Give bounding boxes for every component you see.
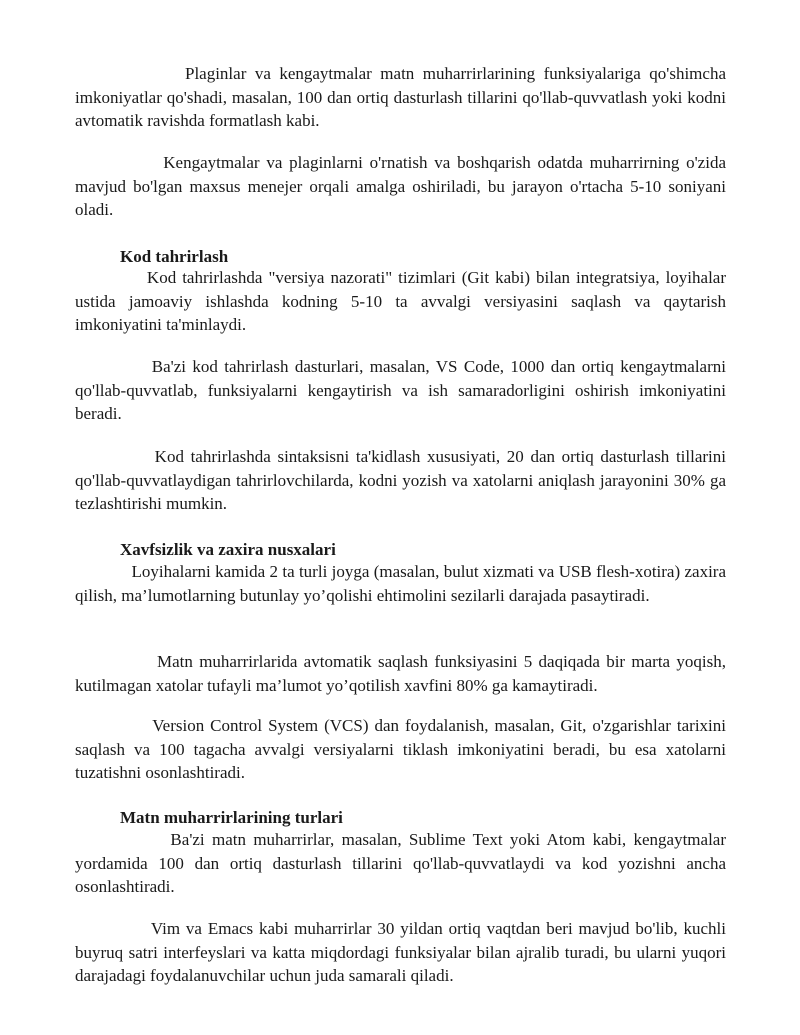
paragraph-backup-locations: Loyihalarni kamida 2 ta turli joyga (masalan, bulut xizmati va USB flesh-xotira) zaxira qilish, ma’lumotlarning butunlay yo’qolishi ehtimolini sezilarli darajada pasaytiradi. — [75, 562, 726, 605]
paragraph-version-control: Kod tahrirlashda "versiya nazorati" tizimlari (Git kabi) bilan integratsiya, loyihalar ustida jamoaviy ishlashda kodning 5-10 ta avvalgi versiyasini saqlash va qaytarish imkoniyatini ta'minlaydi. — [75, 268, 726, 334]
heading-code-editing: Kod tahrirlash — [120, 247, 229, 266]
heading-editor-types: Matn muharrirlarining turlari — [120, 808, 343, 827]
paragraph-vim-emacs: Vim va Emacs kabi muharrirlar 30 yildan ortiq vaqtdan beri mavjud bo'lib, kuchli buyruq satri interfeyslari va katta miqdordagi funksiyalar bilan ajralib turadi, bu ularni yuqori darajadagi foydalanuvchilar uchun juda samarali qiladi. — [75, 919, 726, 985]
paragraph-vcs: Version Control System (VCS) dan foydalanish, masalan, Git, o'zgarishlar tarixini saqlash va 100 tagacha avvalgi versiyalarni tiklash imkoniyatini beradi, bu esa xatolarni tuzatishni osonlashtiradi. — [75, 716, 726, 782]
paragraph-vscode: Ba'zi kod tahrirlash dasturlari, masalan, VS Code, 1000 dan ortiq kengaytmalarni qo'llab-quvvatlab, funksiyalarni kengaytirish va ish samaradorligini oshirish imkoniyatini beradi. — [75, 357, 726, 423]
paragraph-autosave: Matn muharrirlarida avtomatik saqlash funksiyasini 5 daqiqada bir marta yoqish, kutilmagan xatolar tufayli ma’lumot yo’qotilish xavfini 80% ga kamaytiradi. — [75, 652, 726, 695]
heading-security-backup: Xavfsizlik va zaxira nusxalari — [120, 540, 336, 559]
paragraph-plugins: Plaginlar va kengaytmalar matn muharrirlarining funksiyalariga qo'shimcha imkoniyatlar qo'shadi, masalan, 100 dan ortiq dasturlash tillarini qo'llab-quvvatlash yoki kodni avtomatik ravishda formatlash kabi. — [75, 64, 726, 130]
paragraph-extensions-install: Kengaytmalar va plaginlarni o'rnatish va boshqarish odatda muharrirning o'zida mavjud bo'lgan maxsus menejer orqali amalga oshiriladi, bu jarayon o'rtacha 5-10 soniyani oladi. — [75, 153, 726, 219]
paragraph-sublime-atom: Ba'zi matn muharrirlar, masalan, Sublime Text yoki Atom kabi, kengaytmalar yordamida 100 dan ortiq dasturlash tillarini qo'llab-quvvatlaydi va kod yozishni ancha osonlashtiradi. — [75, 830, 726, 896]
paragraph-syntax-highlighting: Kod tahrirlashda sintaksisni ta'kidlash xususiyati, 20 dan ortiq dasturlash tillarini qo'llab-quvvatlaydigan tahrirlovchilarda, kodni yozish va xatolarni aniqlash jarayonini 30% ga tezlashtirishi mumkin. — [75, 447, 726, 513]
